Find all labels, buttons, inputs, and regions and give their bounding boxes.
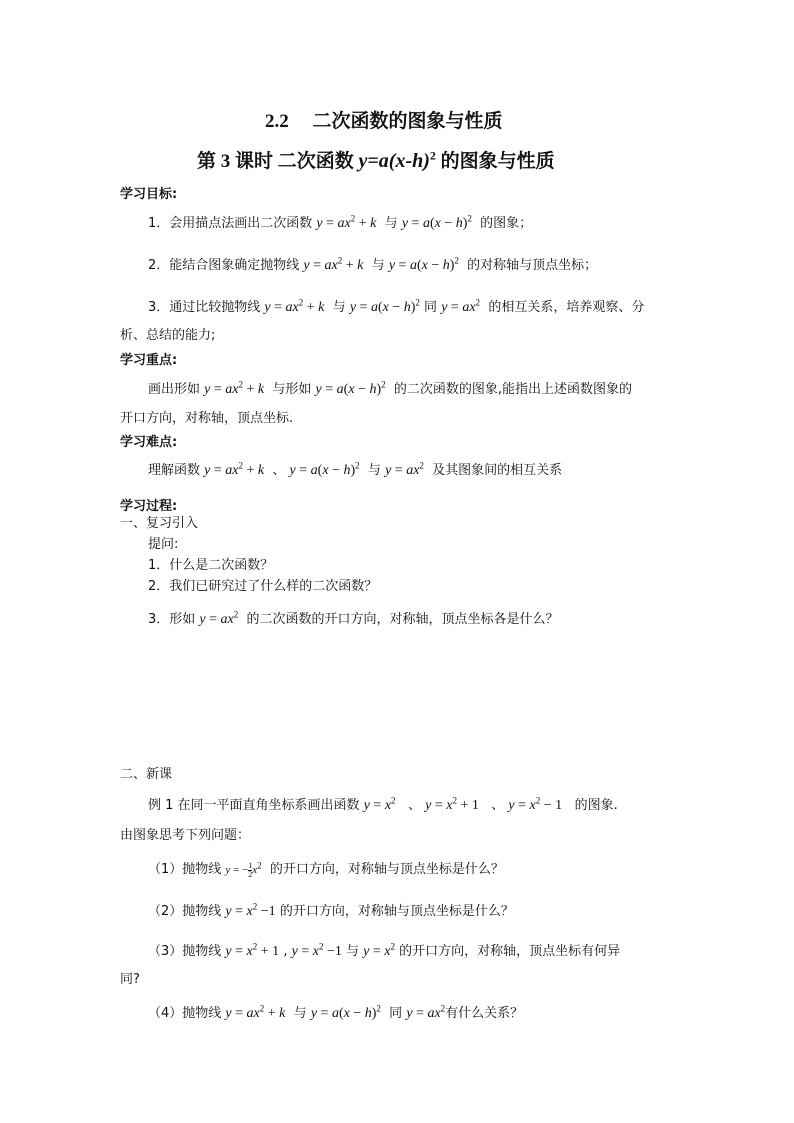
key-point bbox=[148, 380, 632, 400]
goal-3-continued: 析、总结的能力; bbox=[120, 328, 216, 343]
review-q3-text: 3．形如 bbox=[148, 612, 196, 627]
formula-ax2-plus-k: $y = ax^2 + k$ bbox=[204, 379, 265, 397]
title-formula: $y=a(x-h)^2$ bbox=[358, 148, 436, 172]
formula-x2: $y = x^2$ bbox=[363, 795, 396, 813]
formula-x2-plus-1: $y = x^2 + 1$ bbox=[225, 941, 280, 959]
review-q2: 2．我们已研究过了什么样的二次函数？ bbox=[148, 579, 378, 594]
problem-4-text: （4）抛物线 bbox=[148, 1006, 222, 1021]
formula-neg-half-x2: $y = -\frac{1}{2}$ $x^2$ bbox=[225, 860, 262, 879]
goal-1 bbox=[148, 214, 532, 234]
goal-2-text: 2．能结合图象确定抛物线 bbox=[148, 258, 300, 273]
formula-ax2: $y = ax^2$ bbox=[385, 460, 424, 478]
formula-ax2-plus-k: $y = ax^2 + k$ bbox=[225, 1003, 286, 1021]
newlesson-heading: 二、新课 bbox=[120, 767, 173, 782]
review-q3 bbox=[148, 610, 559, 630]
formula-a-x-minus-h-sq: $y = a(x - h)^2$ bbox=[401, 213, 472, 231]
goal-3-text: 3．通过比较抛物线 bbox=[148, 300, 261, 315]
goal-3-with: 同 bbox=[424, 300, 438, 315]
problem-3-continued: 同? bbox=[120, 972, 140, 987]
key-text-b: 与形如 bbox=[272, 382, 312, 397]
difficult-and: 与 bbox=[367, 463, 381, 478]
title-line-2-suffix: 的图象与性质 bbox=[435, 151, 555, 172]
goal-3-and: 与 bbox=[332, 300, 346, 315]
problem-3-rest: 的开口方向，对称轴，顶点坐标有何异 bbox=[399, 944, 621, 959]
goal-2-and: 与 bbox=[371, 258, 385, 273]
formula-x2: $y = x^2$ bbox=[363, 941, 395, 959]
goal-1-end: 的图象； bbox=[480, 216, 533, 231]
problem-2 bbox=[148, 902, 514, 922]
formula-ax2: $y = ax^2$ bbox=[441, 297, 481, 315]
formula-ax2-plus-k: $y = ax^2 + k$ bbox=[204, 460, 265, 478]
formula-ax2-plus-k: $y = ax^2 + k$ bbox=[316, 213, 377, 231]
difficult-text-d: 及其图象间的相互关系 bbox=[432, 463, 563, 478]
goal-2 bbox=[148, 256, 597, 276]
fraction-one-half: $\frac{1}{2}$ bbox=[248, 860, 253, 879]
goal-3-rest: 的相互关系，培养观察、分 bbox=[488, 300, 645, 315]
problem-3-text: （3）抛物线 bbox=[148, 944, 222, 959]
example-sep-2: 、 bbox=[491, 798, 505, 813]
example-1 bbox=[148, 796, 618, 816]
formula-a-x-minus-h-sq: $y = a(x - h)^2$ bbox=[315, 379, 386, 397]
problem-1-rest: 的开口方向，对称轴与顶点坐标是什么？ bbox=[269, 862, 504, 877]
formula-ax2-plus-k: $y = ax^2 + k$ bbox=[303, 255, 364, 273]
section-key: 学习重点: bbox=[120, 353, 178, 368]
difficult-text-a: 理解函数 bbox=[148, 463, 201, 478]
formula-a-x-minus-h-sq: $y = a(x - h)^2$ bbox=[349, 297, 420, 315]
formula-ax2: $y = ax^2$ bbox=[406, 1003, 446, 1021]
think-prompt: 由图象思考下列问题： bbox=[120, 828, 251, 843]
example-sep-1: 、 bbox=[407, 798, 421, 813]
review-q1: 1．什么是二次函数？ bbox=[148, 558, 274, 573]
section-difficult: 学习难点: bbox=[120, 435, 178, 450]
goal-1-text: 1．会用描点法画出二次函数 bbox=[148, 216, 313, 231]
problem-1-text: （1）抛物线 bbox=[148, 862, 222, 877]
example-end: 的图象. bbox=[574, 798, 618, 813]
formula-ax2: $y = ax^2$ bbox=[199, 609, 239, 627]
review-q3-rest: 的二次函数的开口方向，对称轴，顶点坐标各是什么？ bbox=[246, 612, 559, 627]
difficult-point bbox=[148, 461, 562, 481]
formula-x2-minus-1: $y = x^2 -1$ bbox=[291, 941, 342, 959]
title-line-1: 2.2 二次函数的图象与性质 bbox=[265, 111, 503, 132]
formula-x2-minus-1: $y = x^2 -1$ bbox=[225, 901, 276, 919]
problem-2-text: （2）抛物线 bbox=[148, 904, 222, 919]
formula-x2-minus-1: $y = x^2 - 1$ bbox=[508, 795, 563, 813]
formula-a-x-minus-h-sq: $y = a(x - h)^2$ bbox=[310, 1003, 381, 1021]
goal-2-end: 的对称轴与顶点坐标； bbox=[467, 258, 598, 273]
problem-3-sep: , bbox=[283, 944, 288, 959]
problem-3 bbox=[148, 942, 620, 962]
problem-2-rest: 的开口方向，对称轴与顶点坐标是什么？ bbox=[279, 904, 514, 919]
problem-4-rest: 有什么关系？ bbox=[445, 1006, 524, 1021]
example-text: 例 1 在同一平面直角坐标系画出函数 bbox=[148, 798, 360, 813]
review-ask: 提问: bbox=[148, 537, 179, 552]
problem-3-and: 与 bbox=[345, 944, 359, 959]
section-process: 学习过程: bbox=[120, 499, 178, 514]
section-goals: 学习目标: bbox=[120, 187, 178, 202]
formula-a-x-minus-h-sq: $y = a(x - h)^2$ bbox=[388, 255, 459, 273]
difficult-sep: 、 bbox=[272, 463, 286, 478]
problem-1 bbox=[148, 860, 504, 880]
goal-1-and: 与 bbox=[384, 216, 398, 231]
key-point-continued: 开口方向，对称轴，顶点坐标. bbox=[120, 411, 294, 426]
formula-ax2-plus-k: $y = ax^2 + k$ bbox=[264, 297, 325, 315]
problem-4 bbox=[148, 1004, 523, 1024]
title-line-2 bbox=[197, 146, 555, 173]
key-text-a: 画出形如 bbox=[148, 382, 201, 397]
review-heading: 一、复习引入 bbox=[120, 516, 199, 531]
goal-3 bbox=[148, 298, 644, 318]
formula-x2-plus-1: $y = x^2 + 1$ bbox=[425, 795, 479, 813]
key-text-c: 的二次函数的图象,能指出上述函数图象的 bbox=[393, 382, 633, 397]
formula-a-x-minus-h-sq: $y = a(x - h)^2$ bbox=[289, 460, 360, 478]
title-line-2-prefix: 第 3 课时 二次函数 bbox=[197, 151, 359, 172]
problem-4-with: 同 bbox=[389, 1006, 403, 1021]
problem-4-and: 与 bbox=[293, 1006, 307, 1021]
